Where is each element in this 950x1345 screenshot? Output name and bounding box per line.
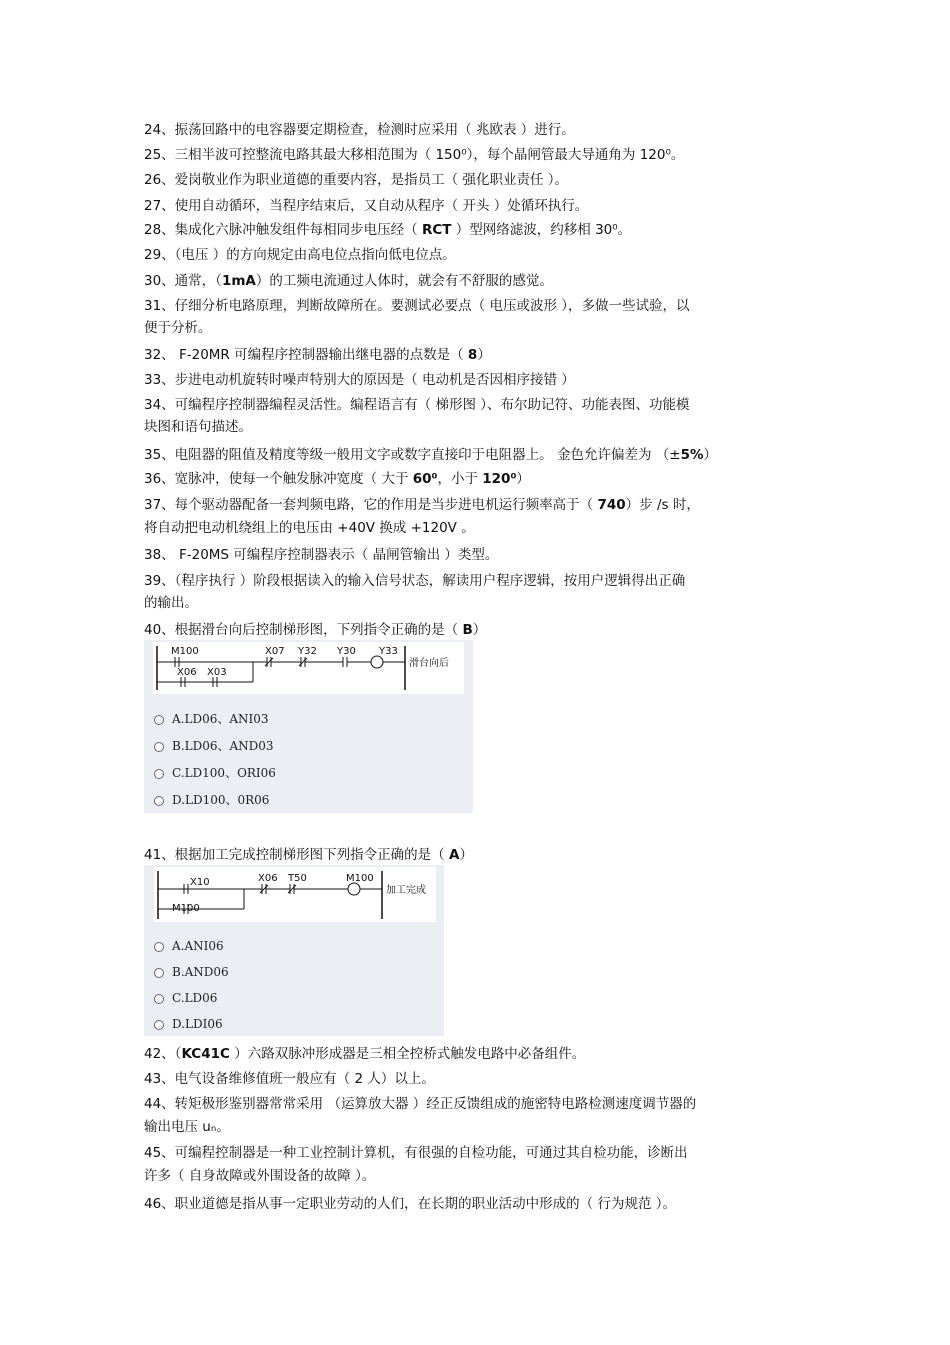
option-40-d[interactable]: D.LD100、0R06 <box>154 791 269 808</box>
question-45-continued: 许多（ 自身故障或外围设备的故障 ）。 <box>144 1168 376 1184</box>
option-41-c[interactable]: C.LD06 <box>154 991 217 1005</box>
option-41-d[interactable]: D.LDI06 <box>154 1017 223 1031</box>
question-45: 45、可编程控制器是一种工业控制计算机，有很强的自检功能，可通过其自检功能，诊断出 <box>144 1145 688 1161</box>
label-x10: X10 <box>190 877 210 888</box>
question-34-continued: 块图和语句描述。 <box>144 419 252 435</box>
label-m100-coil: M100 <box>346 873 374 884</box>
option-41-b[interactable]: B.AND06 <box>154 965 229 979</box>
question-28: 28、集成化六脉冲触发组件每相同步电压经（ RCT ）型网络滤波，约移相 30⁰。 <box>144 222 632 238</box>
label-t50: T50 <box>288 873 307 884</box>
label-x06: X06 <box>177 667 197 678</box>
question-35: 35、电阻器的阻值及精度等级一般用文字或数字直接印于电阻器上。 金色允许偏差为 （±5%） <box>144 447 717 463</box>
radio-icon[interactable] <box>154 715 164 725</box>
label-y33: Y33 <box>379 646 398 657</box>
option-41-a[interactable]: A.ANI06 <box>154 939 224 953</box>
question-34: 34、可编程序控制器编程灵活性。编程语言有（ 梯形图 ）、布尔助记符、功能表图、功能模 <box>144 397 690 413</box>
option-40-b[interactable]: B.LD06、AND03 <box>154 737 274 754</box>
question-26: 26、爱岗敬业作为职业道德的重要内容，是指员工（ 强化职业责任 ）。 <box>144 172 569 188</box>
question-37: 37、每个驱动器配备一套判频电路，它的作用是当步进电机运行频率高于（ 740）步 /s 时， <box>144 497 700 513</box>
question-41: 41、根据加工完成控制梯形图下列指令正确的是（ A） <box>144 847 473 863</box>
ladder-diagram-40-panel <box>144 640 473 813</box>
question-39-continued: 的输出。 <box>144 595 198 611</box>
label-output-40: 滑台向后 <box>409 658 449 669</box>
question-30: 30、通常，（1mA）的工频电流通过人体时，就会有不舒服的感觉。 <box>144 273 553 289</box>
question-44: 44、转矩极形鉴别器常常采用 （运算放大器 ）经正反馈组成的施密特电路检测速度调节器的 <box>144 1096 697 1112</box>
ladder-diagram-41-panel <box>144 865 444 1036</box>
radio-icon[interactable] <box>154 968 164 978</box>
label-x06-41: X06 <box>258 873 278 884</box>
option-40-c[interactable]: C.LD100、ORI06 <box>154 764 276 781</box>
ladder-diagram-41 <box>154 867 436 922</box>
question-46: 46、职业道德是指从事一定职业劳动的人们，在长期的职业活动中形成的（ 行为规范 ）。 <box>144 1196 677 1212</box>
question-24: 24、振荡回路中的电容器要定期检查，检测时应采用（ 兆欧表 ）进行。 <box>144 122 575 138</box>
question-31: 31、仔细分析电路原理，判断故障所在。要测试必要点（ 电压或波形 ），多做一些试验，以 <box>144 298 690 314</box>
question-40: 40、根据滑台向后控制梯形图，下列指令正确的是（ B） <box>144 622 487 638</box>
radio-icon[interactable] <box>154 769 164 779</box>
question-36: 36、宽脉冲，使每一个触发脉冲宽度（ 大于 60⁰，小于 120⁰） <box>144 471 530 487</box>
label-output-41: 加工完成 <box>386 885 426 896</box>
radio-icon[interactable] <box>154 942 164 952</box>
question-42: 42、（KC41C ）六路双脉冲形成器是三相全控桥式触发电路中必备组件。 <box>144 1046 586 1062</box>
question-44-continued: 输出电压 uₙ。 <box>144 1119 230 1135</box>
radio-icon[interactable] <box>154 742 164 752</box>
ladder-diagram-40 <box>153 642 464 694</box>
question-33: 33、步进电动机旋转时噪声特别大的原因是（ 电动机是否因相序接错 ） <box>144 372 575 388</box>
question-31-continued: 便于分析。 <box>144 320 212 336</box>
radio-icon[interactable] <box>154 796 164 806</box>
label-m100-contact: M100 <box>172 903 200 914</box>
label-y32: Y32 <box>298 646 317 657</box>
question-27: 27、使用自动循环，当程序结束后，又自动从程序（ 开头 ）处循环执行。 <box>144 198 589 214</box>
question-25: 25、三相半波可控整流电路其最大移相范围为（ 150⁰），每个晶闸管最大导通角为 120⁰。 <box>144 147 685 163</box>
radio-icon[interactable] <box>154 994 164 1004</box>
label-x03: X03 <box>207 667 227 678</box>
option-40-a[interactable]: A.LD06、ANI03 <box>154 710 269 727</box>
question-39: 39、（程序执行 ）阶段根据读入的输入信号状态，解读用户程序逻辑，按用户逻辑得出正确 <box>144 573 686 589</box>
radio-icon[interactable] <box>154 1020 164 1030</box>
question-29: 29、（电压 ）的方向规定由高电位点指向低电位点。 <box>144 247 456 263</box>
question-32: 32、 F-20MR 可编程序控制器输出继电器的点数是（ 8） <box>144 347 491 363</box>
question-38: 38、 F-20MS 可编程序控制器表示（ 晶闸管输出 ）类型。 <box>144 547 499 563</box>
question-43: 43、电气设备维修值班一般应有（ 2 人）以上。 <box>144 1071 435 1087</box>
question-37-continued: 将自动把电动机绕组上的电压由 +40V 换成 +120V 。 <box>144 520 475 536</box>
label-m100: M100 <box>171 646 199 657</box>
label-x07: X07 <box>265 646 285 657</box>
label-y30: Y30 <box>337 646 356 657</box>
